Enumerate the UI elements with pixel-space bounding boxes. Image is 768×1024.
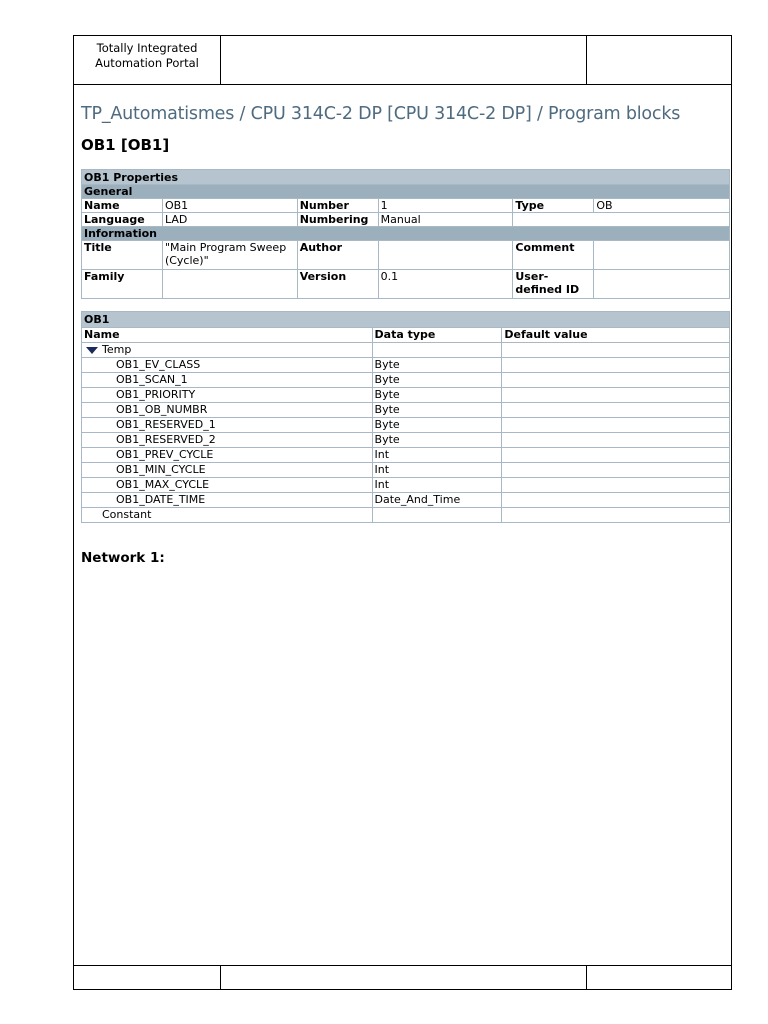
var-default bbox=[502, 433, 730, 448]
var-type: Byte bbox=[372, 388, 502, 403]
var-type: Int bbox=[372, 448, 502, 463]
path-title: TP_Automatismes / CPU 314C-2 DP [CPU 314C-2 DP] / Program blocks bbox=[81, 104, 681, 124]
numbering-value: Manual bbox=[378, 213, 513, 227]
portal-name: Totally Integrated Automation Portal bbox=[74, 36, 221, 84]
var-default bbox=[502, 493, 730, 508]
table-row[interactable] bbox=[82, 373, 730, 388]
interface-table bbox=[81, 311, 730, 523]
user-id-label: User-defined ID bbox=[513, 270, 594, 299]
var-default bbox=[502, 463, 730, 478]
var-name: OB1_MIN_CYCLE bbox=[82, 463, 373, 478]
number-value: 1 bbox=[378, 199, 513, 213]
family-value bbox=[162, 270, 297, 299]
page-frame bbox=[73, 35, 732, 990]
var-default bbox=[502, 358, 730, 373]
type-label: Type bbox=[513, 199, 594, 213]
properties-table bbox=[81, 169, 730, 299]
var-default bbox=[502, 448, 730, 463]
var-type: Byte bbox=[372, 373, 502, 388]
network-label: Network 1: bbox=[81, 550, 165, 566]
author-value bbox=[378, 241, 513, 270]
var-name: OB1_PRIORITY bbox=[82, 388, 373, 403]
var-name: OB1_RESERVED_1 bbox=[82, 418, 373, 433]
table-row[interactable] bbox=[82, 448, 730, 463]
properties-section-label: OB1 Properties bbox=[82, 170, 730, 185]
var-default bbox=[502, 478, 730, 493]
table-row[interactable] bbox=[82, 493, 730, 508]
comment-label: Comment bbox=[513, 241, 594, 270]
number-label: Number bbox=[297, 199, 378, 213]
language-value: LAD bbox=[162, 213, 297, 227]
family-label: Family bbox=[82, 270, 163, 299]
title-value: "Main Program Sweep (Cycle)" bbox=[162, 241, 297, 270]
name-value: OB1 bbox=[162, 199, 297, 213]
version-value: 0.1 bbox=[378, 270, 513, 299]
var-type: Int bbox=[372, 478, 502, 493]
var-name: OB1_DATE_TIME bbox=[82, 493, 373, 508]
var-type: Byte bbox=[372, 418, 502, 433]
table-row[interactable] bbox=[82, 478, 730, 493]
var-name: OB1_EV_CLASS bbox=[82, 358, 373, 373]
var-name: OB1_RESERVED_2 bbox=[82, 433, 373, 448]
var-default bbox=[502, 373, 730, 388]
var-type: Byte bbox=[372, 433, 502, 448]
var-name: OB1_OB_NUMBR bbox=[82, 403, 373, 418]
var-default bbox=[502, 418, 730, 433]
comment-value bbox=[594, 241, 730, 270]
column-header-name: Name bbox=[82, 328, 373, 343]
author-label: Author bbox=[297, 241, 378, 270]
constant-label: Constant bbox=[82, 508, 373, 523]
column-header-data-type: Data type bbox=[372, 328, 502, 343]
language-label: Language bbox=[82, 213, 163, 227]
version-label: Version bbox=[297, 270, 378, 299]
name-label: Name bbox=[82, 199, 163, 213]
var-default bbox=[502, 388, 730, 403]
table-row[interactable] bbox=[82, 433, 730, 448]
var-name: OB1_MAX_CYCLE bbox=[82, 478, 373, 493]
table-row[interactable] bbox=[82, 358, 730, 373]
collapse-triangle-icon[interactable] bbox=[86, 347, 98, 354]
var-type: Int bbox=[372, 463, 502, 478]
var-name: OB1_PREV_CYCLE bbox=[82, 448, 373, 463]
page-footer bbox=[74, 965, 731, 989]
var-default bbox=[502, 403, 730, 418]
var-type: Date_And_Time bbox=[372, 493, 502, 508]
var-name: OB1_SCAN_1 bbox=[82, 373, 373, 388]
var-type: Byte bbox=[372, 403, 502, 418]
page-header bbox=[74, 36, 731, 85]
table-row[interactable] bbox=[82, 463, 730, 478]
table-row[interactable] bbox=[82, 403, 730, 418]
interface-section-label: OB1 bbox=[82, 312, 730, 328]
column-header-default-value: Default value bbox=[502, 328, 730, 343]
block-title: OB1 [OB1] bbox=[81, 136, 170, 154]
table-row[interactable] bbox=[82, 388, 730, 403]
temp-row[interactable] bbox=[82, 343, 730, 358]
constant-row[interactable] bbox=[82, 508, 730, 523]
temp-label: Temp bbox=[102, 343, 132, 356]
numbering-label: Numbering bbox=[297, 213, 378, 227]
var-type: Byte bbox=[372, 358, 502, 373]
general-label: General bbox=[82, 185, 730, 199]
information-label: Information bbox=[82, 227, 730, 241]
type-value: OB bbox=[594, 199, 730, 213]
user-id-value bbox=[594, 270, 730, 299]
table-row[interactable] bbox=[82, 418, 730, 433]
title-label: Title bbox=[82, 241, 163, 270]
